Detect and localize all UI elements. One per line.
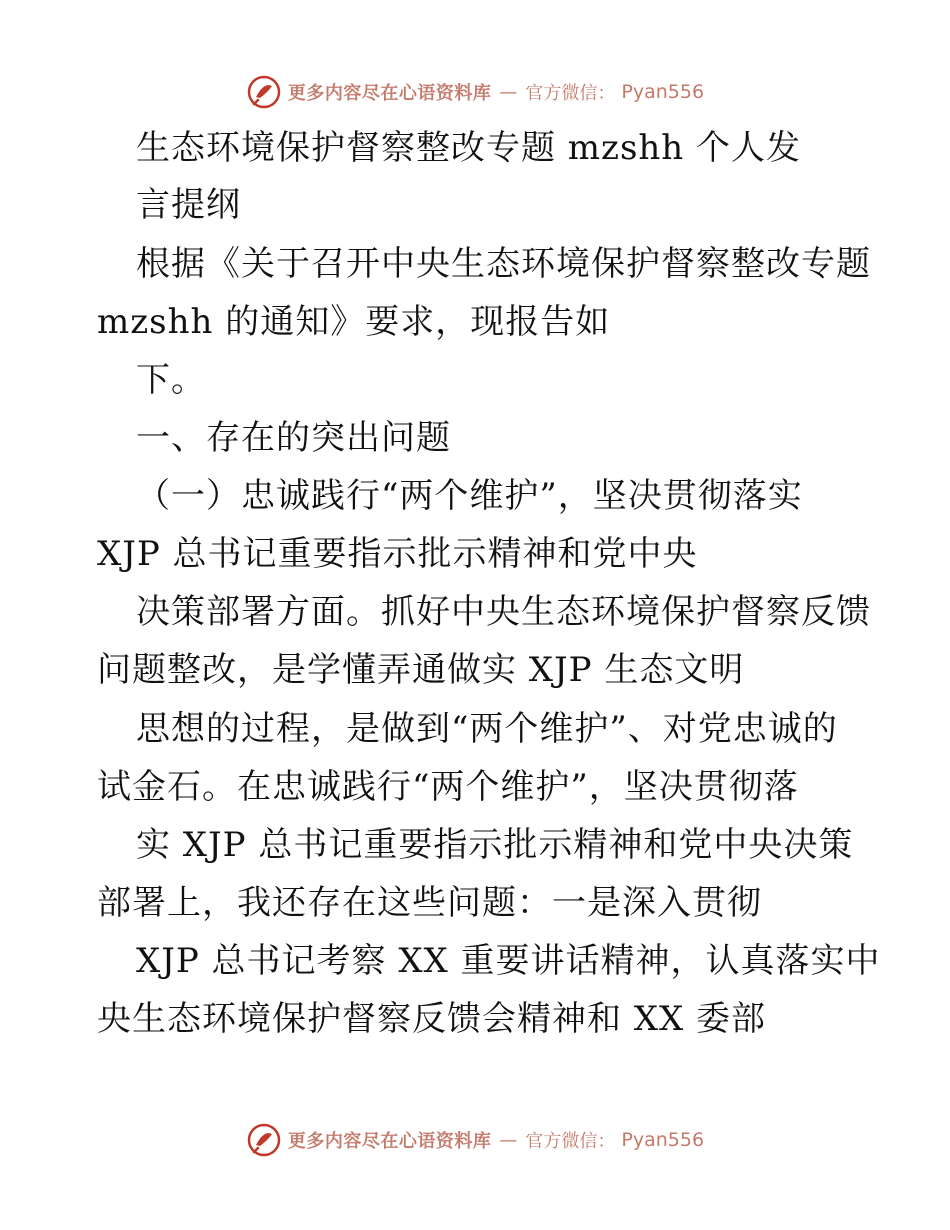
text-line: 决策部署方面。抓好中央生态环境保护督察反馈 <box>136 592 871 632</box>
watermark-contact-id: Pyan556 <box>621 1129 705 1151</box>
watermark-contact-label: 官方微信： <box>525 83 616 104</box>
watermark-text: 更多内容尽在心语资料库 <box>287 1131 492 1152</box>
text-line: XJP 总书记考察 XX 重要讲话精神，认真落实中 <box>136 941 881 981</box>
text-line: 生态环境保护督察整改专题 mzshh 个人发 <box>136 128 802 168</box>
text-line: 部署上，我还存在这些问题：一是深入贯彻 <box>97 883 762 923</box>
text-line: 问题整改，是学懂弄通做实 XJP 生态文明 <box>97 650 745 690</box>
watermark-separator: — <box>499 81 518 103</box>
text-line: 一、存在的突出问题 <box>136 418 451 458</box>
pen-heart-logo-icon <box>246 1122 282 1158</box>
text-line: 思想的过程，是做到“两个维护”、对党忠诚的 <box>136 709 838 749</box>
text-line: XJP 总书记重要指示批示精神和党中央 <box>97 534 698 574</box>
text-line: 央生态环境保护督察反馈会精神和 XX 委部 <box>97 999 767 1039</box>
text-line: 试金石。在忠诚践行“两个维护”，坚决贯彻落 <box>97 767 799 807</box>
pen-heart-logo-icon <box>246 74 282 110</box>
text-line: 下。 <box>136 360 206 400</box>
watermark-footer <box>0 1120 950 1160</box>
watermark-header <box>0 72 950 112</box>
watermark-contact-id: Pyan556 <box>621 81 705 103</box>
watermark-text: 更多内容尽在心语资料库 <box>287 83 492 104</box>
text-line: mzshh 的通知》要求，现报告如 <box>97 302 611 342</box>
text-line: 实 XJP 总书记重要指示批示精神和党中央决策 <box>136 825 854 865</box>
watermark-separator: — <box>499 1129 518 1151</box>
text-line: （一）忠诚践行“两个维护”，坚决贯彻落实 <box>136 476 803 516</box>
watermark-contact-label: 官方微信： <box>525 1131 616 1152</box>
text-line: 根据《关于召开中央生态环境保护督察整改专题 <box>136 244 871 284</box>
text-line: 言提纲 <box>136 185 241 225</box>
